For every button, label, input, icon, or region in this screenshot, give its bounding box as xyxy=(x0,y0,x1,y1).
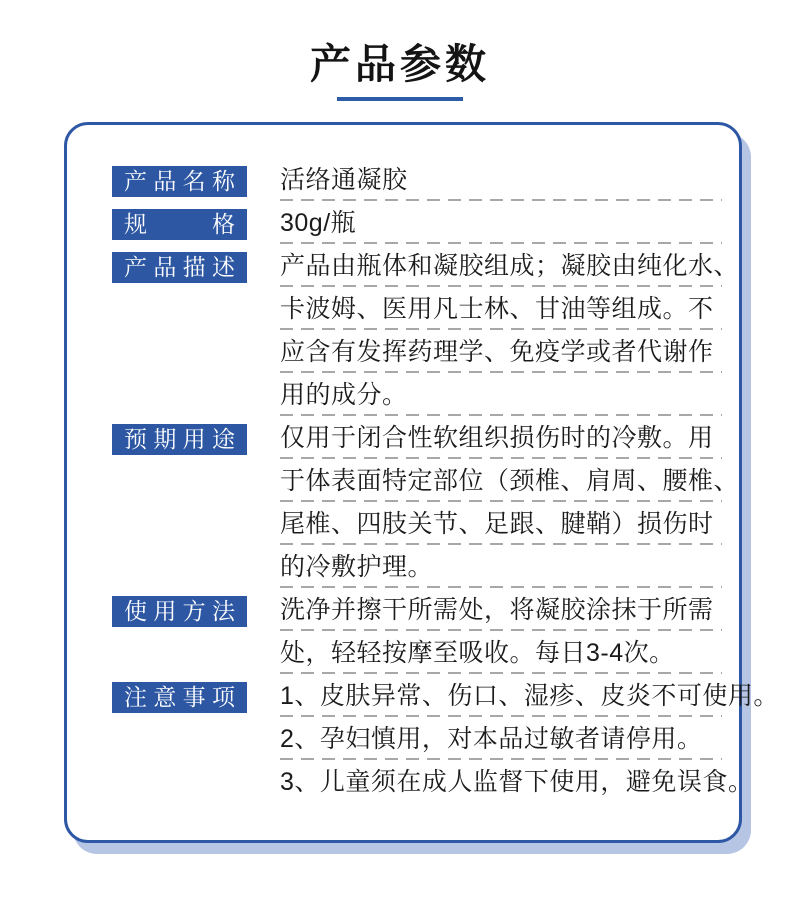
param-value-line: 仅用于闭合性软组织损伤时的冷敷。用 xyxy=(280,419,722,462)
param-label-product-description: 产品描述 xyxy=(112,252,247,283)
param-row-usage-method xyxy=(112,591,722,677)
param-value-product-name xyxy=(280,161,722,204)
param-row-product-name xyxy=(112,161,722,204)
title-underline xyxy=(337,97,463,101)
param-value-line: 于体表面特定部位（颈椎、肩周、腰椎、 xyxy=(280,462,722,505)
param-value-line: 活络通凝胶 xyxy=(280,161,722,204)
param-value-line: 应含有发挥药理学、免疫学或者代谢作 xyxy=(280,333,722,376)
param-row-precautions xyxy=(112,677,779,806)
page-title: 产品参数 xyxy=(310,41,490,87)
param-row-product-description xyxy=(112,247,740,419)
param-value-intended-use xyxy=(280,419,740,591)
param-value-line: 用的成分。 xyxy=(280,376,722,419)
page-title-block xyxy=(0,38,800,101)
param-value-usage-method xyxy=(280,591,722,677)
param-label-usage-method: 使用方法 xyxy=(112,596,247,627)
param-label-precautions: 注意事项 xyxy=(112,682,247,713)
param-value-line: 3、儿童须在成人监督下使用，避免误食。 xyxy=(280,768,754,796)
param-value-line: 1、皮肤异常、伤口、湿疹、皮炎不可使用。 xyxy=(280,677,722,720)
param-value-product-description xyxy=(280,247,740,419)
param-value-line: 洗净并擦干所需处，将凝胶涂抹于所需 xyxy=(280,591,722,634)
param-value-line: 2、孕妇慎用，对本品过敏者请停用。 xyxy=(280,720,722,763)
param-value-line: 尾椎、四肢关节、足跟、腱鞘）损伤时 xyxy=(280,505,722,548)
param-row-intended-use xyxy=(112,419,740,591)
param-value-line: 产品由瓶体和凝胶组成；凝胶由纯化水、 xyxy=(280,247,722,290)
param-value-precautions xyxy=(280,677,779,806)
param-value-line: 卡波姆、医用凡士林、甘油等组成。不 xyxy=(280,290,722,333)
param-value-line: 处，轻轻按摩至吸收。每日3-4次。 xyxy=(280,634,722,677)
param-value-specification xyxy=(280,204,722,247)
param-label-intended-use: 预期用途 xyxy=(112,424,247,455)
param-value-line: 的冷敷护理。 xyxy=(280,548,722,591)
param-label-product-name: 产品名称 xyxy=(112,166,247,197)
product-params-card xyxy=(64,122,779,843)
param-row-specification xyxy=(112,204,722,247)
param-value-line: 30g/瓶 xyxy=(280,204,722,247)
param-label-specification: 规格 xyxy=(112,209,247,240)
